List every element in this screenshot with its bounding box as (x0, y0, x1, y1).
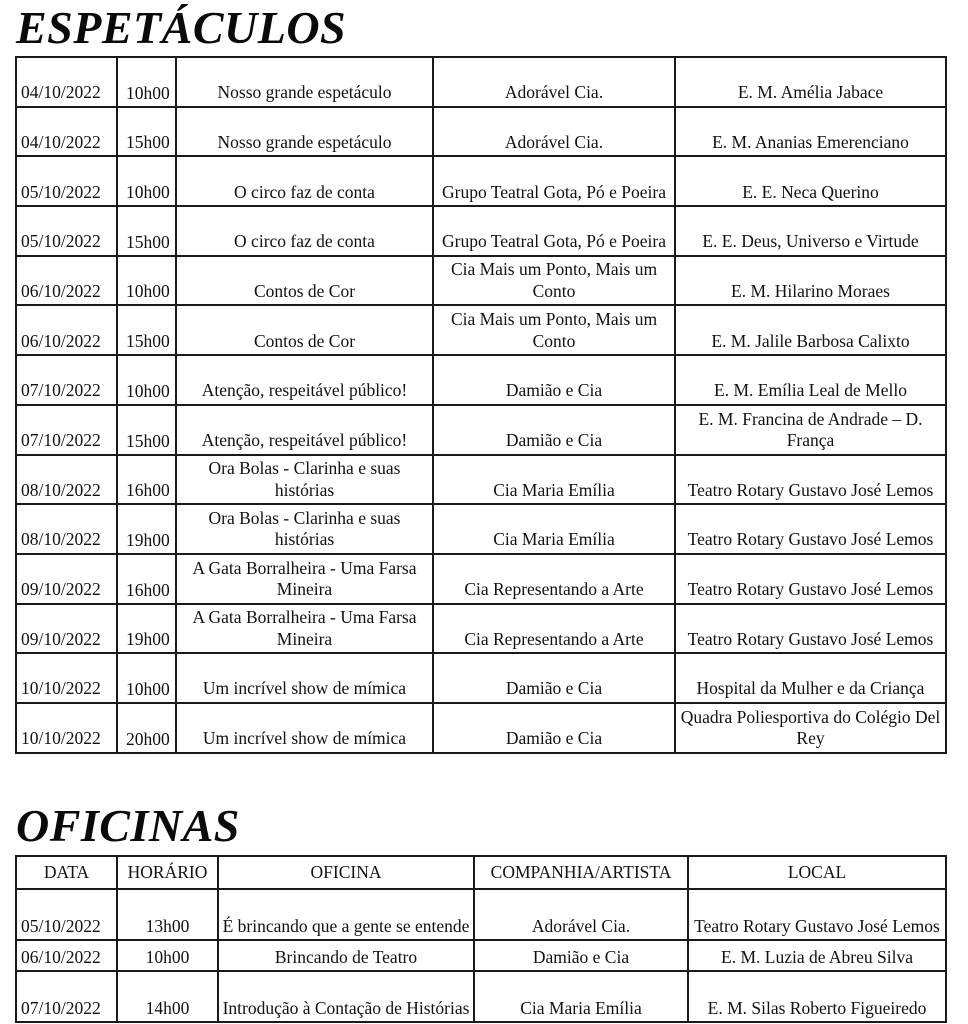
date-cell: 10/10/2022 (16, 703, 117, 753)
show-cell: Ora Bolas - Clarinha e suas histórias (176, 504, 433, 554)
time-cell: 13h00 (117, 889, 218, 940)
date-cell: 05/10/2022 (16, 206, 117, 256)
company-cell: Adorável Cia. (474, 889, 688, 940)
show-cell: Nosso grande espetáculo (176, 57, 433, 107)
company-cell: Grupo Teatral Gota, Pó e Poeira (433, 206, 675, 256)
table-row (16, 554, 946, 604)
date-cell: 04/10/2022 (16, 57, 117, 107)
header-data: DATA (16, 856, 117, 889)
company-cell: Cia Mais um Ponto, Mais um Conto (433, 305, 675, 355)
date-cell: 08/10/2022 (16, 455, 117, 505)
show-cell: Atenção, respeitável público! (176, 355, 433, 405)
company-cell: Adorável Cia. (433, 57, 675, 107)
oficinas-table (15, 855, 947, 1023)
show-cell: A Gata Borralheira - Uma Farsa Mineira (176, 604, 433, 654)
date-cell: 10/10/2022 (16, 653, 117, 703)
show-cell: Um incrível show de mímica (176, 653, 433, 703)
venue-cell: E. M. Ananias Emerenciano (675, 107, 946, 157)
venue-cell: E. E. Neca Querino (675, 156, 946, 206)
time-cell: 10h00 (117, 256, 176, 306)
time-cell: 15h00 (117, 405, 176, 455)
time-cell: 10h00 (117, 940, 218, 971)
date-cell: 07/10/2022 (16, 355, 117, 405)
venue-cell: Teatro Rotary Gustavo José Lemos (675, 554, 946, 604)
show-cell: Contos de Cor (176, 256, 433, 306)
table-row (16, 889, 946, 940)
company-cell: Cia Representando a Arte (433, 554, 675, 604)
company-cell: Cia Maria Emília (433, 455, 675, 505)
venue-cell: E. M. Emília Leal de Mello (675, 355, 946, 405)
table-row (16, 57, 946, 107)
table-row (16, 653, 946, 703)
date-cell: 05/10/2022 (16, 889, 117, 940)
date-cell: 06/10/2022 (16, 940, 117, 971)
show-cell: Um incrível show de mímica (176, 703, 433, 753)
date-cell: 05/10/2022 (16, 156, 117, 206)
table-row (16, 305, 946, 355)
oficinas-table-body (16, 889, 946, 1022)
venue-cell: Teatro Rotary Gustavo José Lemos (675, 455, 946, 505)
show-cell: A Gata Borralheira - Uma Farsa Mineira (176, 554, 433, 604)
time-cell: 15h00 (117, 206, 176, 256)
venue-cell: E. M. Amélia Jabace (675, 57, 946, 107)
table-row (16, 703, 946, 753)
company-cell: Cia Mais um Ponto, Mais um Conto (433, 256, 675, 306)
oficinas-heading: OFICINAS (16, 800, 240, 851)
venue-cell: E. M. Jalile Barbosa Calixto (675, 305, 946, 355)
show-cell: Nosso grande espetáculo (176, 107, 433, 157)
date-cell: 07/10/2022 (16, 405, 117, 455)
header-local: LOCAL (688, 856, 946, 889)
venue-cell: E. E. Deus, Universo e Virtude (675, 206, 946, 256)
workshop-cell: É brincando que a gente se entende (218, 889, 474, 940)
time-cell: 10h00 (117, 156, 176, 206)
date-cell: 06/10/2022 (16, 305, 117, 355)
venue-cell: Quadra Poliesportiva do Colégio Del Rey (675, 703, 946, 753)
company-cell: Adorável Cia. (433, 107, 675, 157)
table-row (16, 107, 946, 157)
venue-cell: Hospital da Mulher e da Criança (675, 653, 946, 703)
time-cell: 15h00 (117, 107, 176, 157)
date-cell: 06/10/2022 (16, 256, 117, 306)
time-cell: 16h00 (117, 455, 176, 505)
venue-cell: E. M. Luzia de Abreu Silva (688, 940, 946, 971)
table-row (16, 504, 946, 554)
company-cell: Cia Maria Emília (474, 971, 688, 1022)
header-companhia: COMPANHIA/ARTISTA (474, 856, 688, 889)
time-cell: 10h00 (117, 653, 176, 703)
company-cell: Damião e Cia (474, 940, 688, 971)
table-row (16, 940, 946, 971)
espetaculos-heading: ESPETÁCULOS (16, 2, 347, 53)
table-row (16, 405, 946, 455)
espetaculos-table-body (16, 57, 946, 753)
time-cell: 10h00 (117, 355, 176, 405)
header-horario: HORÁRIO (117, 856, 218, 889)
venue-cell: E. M. Hilarino Moraes (675, 256, 946, 306)
table-row (16, 355, 946, 405)
date-cell: 09/10/2022 (16, 554, 117, 604)
company-cell: Cia Maria Emília (433, 504, 675, 554)
date-cell: 04/10/2022 (16, 107, 117, 157)
show-cell: O circo faz de conta (176, 156, 433, 206)
time-cell: 19h00 (117, 604, 176, 654)
venue-cell: E. M. Silas Roberto Figueiredo (688, 971, 946, 1022)
table-row (16, 156, 946, 206)
time-cell: 14h00 (117, 971, 218, 1022)
show-cell: O circo faz de conta (176, 206, 433, 256)
time-cell: 10h00 (117, 57, 176, 107)
time-cell: 16h00 (117, 554, 176, 604)
company-cell: Damião e Cia (433, 405, 675, 455)
date-cell: 07/10/2022 (16, 971, 117, 1022)
venue-cell: Teatro Rotary Gustavo José Lemos (675, 604, 946, 654)
table-row (16, 455, 946, 505)
workshop-cell: Introdução à Contação de Histórias (218, 971, 474, 1022)
venue-cell: Teatro Rotary Gustavo José Lemos (688, 889, 946, 940)
oficinas-header-row (16, 856, 946, 889)
company-cell: Damião e Cia (433, 653, 675, 703)
company-cell: Cia Representando a Arte (433, 604, 675, 654)
company-cell: Damião e Cia (433, 703, 675, 753)
venue-cell: Teatro Rotary Gustavo José Lemos (675, 504, 946, 554)
header-oficina: OFICINA (218, 856, 474, 889)
espetaculos-table (15, 56, 947, 754)
time-cell: 19h00 (117, 504, 176, 554)
venue-cell: E. M. Francina de Andrade – D. França (675, 405, 946, 455)
workshop-cell: Brincando de Teatro (218, 940, 474, 971)
show-cell: Contos de Cor (176, 305, 433, 355)
company-cell: Grupo Teatral Gota, Pó e Poeira (433, 156, 675, 206)
table-row (16, 256, 946, 306)
table-row (16, 604, 946, 654)
company-cell: Damião e Cia (433, 355, 675, 405)
table-row (16, 971, 946, 1022)
show-cell: Atenção, respeitável público! (176, 405, 433, 455)
time-cell: 20h00 (117, 703, 176, 753)
time-cell: 15h00 (117, 305, 176, 355)
show-cell: Ora Bolas - Clarinha e suas histórias (176, 455, 433, 505)
table-row (16, 206, 946, 256)
date-cell: 08/10/2022 (16, 504, 117, 554)
date-cell: 09/10/2022 (16, 604, 117, 654)
